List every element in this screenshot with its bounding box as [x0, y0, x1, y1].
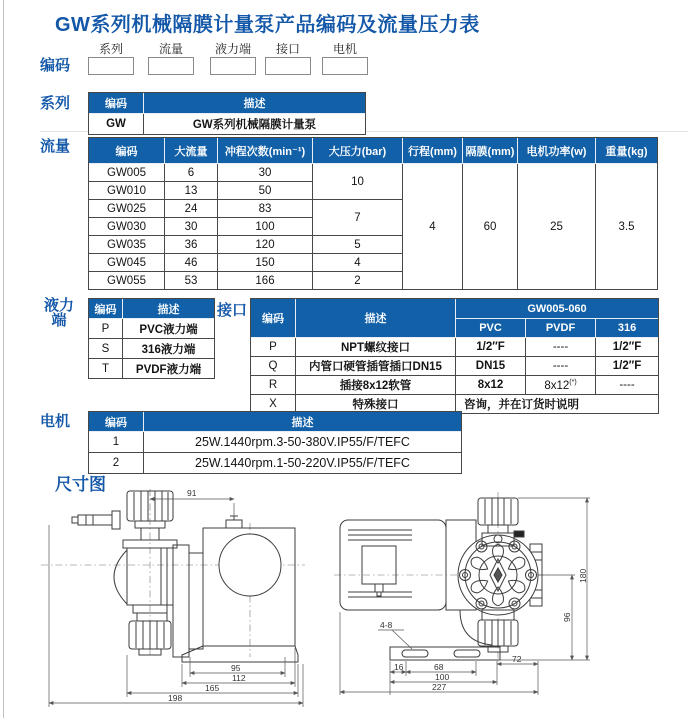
- mounting-slot: [402, 650, 428, 657]
- code-field-interface: [265, 42, 311, 75]
- pump-head-side: [114, 540, 177, 655]
- motor-front: [340, 520, 446, 610]
- cell-weight: 3.5: [596, 164, 658, 290]
- cell-pressure: 5: [313, 236, 403, 254]
- code-field-motor: [322, 42, 368, 75]
- page-title: GW系列机械隔膜计量泵产品编码及流量压力表: [55, 14, 480, 36]
- pump-body-front: [340, 498, 542, 660]
- header-cell: 编码: [89, 299, 123, 319]
- code-field-series: [88, 42, 134, 75]
- table-row: [89, 114, 366, 135]
- base-plate: [390, 647, 500, 660]
- dim-label: 16: [394, 662, 404, 672]
- cell: 2: [89, 453, 144, 474]
- dim-label: 72: [512, 654, 522, 664]
- cell: GW045: [89, 254, 165, 272]
- cell: 100: [218, 218, 313, 236]
- cell: R: [251, 376, 296, 395]
- header-cell: 电机功率(w): [518, 138, 596, 164]
- header-cell: 描述: [296, 299, 456, 338]
- cell: 1/2″F: [596, 338, 659, 357]
- cell: 6: [165, 164, 218, 182]
- cell: 1: [89, 432, 144, 453]
- code-box-flow: [148, 57, 194, 75]
- table-row: [251, 338, 659, 357]
- cell: P: [89, 319, 123, 339]
- discharge-pipe: [72, 511, 120, 529]
- table-row: [251, 376, 659, 395]
- table-row: [89, 339, 215, 359]
- dim-label: 227: [432, 682, 447, 692]
- series-table: [88, 92, 366, 135]
- cell: 46: [165, 254, 218, 272]
- table-row: [89, 164, 658, 182]
- cell: 25W.1440rpm.3-50-380V.IP55/F/TEFC: [144, 432, 462, 453]
- code-field-label: 接口: [275, 42, 300, 56]
- table-header-row: [89, 299, 215, 319]
- cell: DN15: [456, 357, 526, 376]
- section-label-motor: 电机: [40, 413, 71, 430]
- header-cell: 编码: [89, 93, 144, 114]
- cell-pressure: 7: [313, 200, 403, 236]
- holes-label: 4-8: [380, 620, 393, 630]
- cell: T: [89, 359, 123, 379]
- motor-pedestal: [182, 646, 298, 662]
- dim-label: 198: [168, 693, 183, 703]
- dim-label: 95: [231, 663, 241, 673]
- table-row: [89, 453, 462, 474]
- dim-label: 68: [434, 662, 444, 672]
- motor-side: [182, 516, 298, 662]
- section-label-code: 编码: [40, 57, 71, 74]
- pump-body-side: [72, 491, 298, 662]
- header-cell: 编码: [89, 138, 165, 164]
- cell: 316液力端: [123, 339, 215, 359]
- interface-table: [250, 298, 659, 414]
- header-cell: 大压力(bar): [313, 138, 403, 164]
- header-cell-group: GW005-060: [456, 299, 659, 319]
- motor-table: [88, 411, 462, 474]
- cell: NPT螺纹接口: [296, 338, 456, 357]
- cell: 83: [218, 200, 313, 218]
- header-cell: 编码: [89, 412, 144, 432]
- cell: GW010: [89, 182, 165, 200]
- cell: P: [251, 338, 296, 357]
- header-cell: 大流量: [165, 138, 218, 164]
- cell: 53: [165, 272, 218, 290]
- hydraulic-end-table: [88, 298, 215, 379]
- pump-side-view-drawing: [35, 487, 311, 711]
- cell: ----: [596, 376, 659, 395]
- cell: 150: [218, 254, 313, 272]
- dim-label: 91: [187, 488, 197, 498]
- header-cell: 描述: [144, 93, 366, 114]
- code-field-label: 液力端: [214, 42, 251, 56]
- pump-head-front: [458, 535, 538, 615]
- cell: PVC液力端: [123, 319, 215, 339]
- table-header-row: [89, 412, 462, 432]
- cell: GW: [89, 114, 144, 135]
- footnote-marker: (*): [569, 378, 577, 386]
- cell: GW035: [89, 236, 165, 254]
- table-header-row: [89, 138, 658, 164]
- header-cell: 316: [596, 319, 659, 338]
- header-cell: 编码: [251, 299, 296, 338]
- cell: 30: [165, 218, 218, 236]
- code-field-label: 电机: [332, 42, 357, 56]
- code-field-flow: [148, 42, 194, 75]
- header-cell: 描述: [123, 299, 215, 319]
- table-header-row: [89, 93, 366, 114]
- code-field-hydraulic: [210, 42, 256, 75]
- cell: 166: [218, 272, 313, 290]
- page-left-edge: [3, 0, 4, 718]
- cell: GW030: [89, 218, 165, 236]
- code-field-label: 系列: [98, 42, 123, 56]
- pump-front-view-drawing: [332, 492, 644, 706]
- cell-stroke: 4: [403, 164, 463, 290]
- cell: 8x12: [456, 376, 526, 395]
- section-label-dimensions: 尺寸图: [55, 475, 106, 494]
- cell-diaphragm: 60: [463, 164, 518, 290]
- cell: 50: [218, 182, 313, 200]
- header-cell: PVDF: [526, 319, 596, 338]
- header-cell: 冲程次数(min⁻¹): [218, 138, 313, 164]
- cell: ----: [526, 338, 596, 357]
- dim-label: 100: [435, 672, 450, 682]
- cell: 插接8x12软管: [296, 376, 456, 395]
- cell: 1/2″F: [456, 338, 526, 357]
- cell: 1/2″F: [596, 357, 659, 376]
- cell: GW005: [89, 164, 165, 182]
- terminal-box: [362, 546, 396, 584]
- cell: ----: [526, 357, 596, 376]
- table-header-row: [251, 299, 659, 319]
- section-label-interface: 接口: [217, 302, 248, 319]
- cell: PVDF液力端: [123, 359, 215, 379]
- header-cell: 隔膜(mm): [463, 138, 518, 164]
- cell: 13: [165, 182, 218, 200]
- dim-label: 112: [232, 673, 246, 683]
- table-row: [251, 357, 659, 376]
- cell-note: 咨询，并在订货时说明: [456, 395, 659, 414]
- cell-pressure: 10: [313, 164, 403, 200]
- cell: 36: [165, 236, 218, 254]
- cell: 特殊接口: [296, 395, 456, 414]
- cell: X: [251, 395, 296, 414]
- dim-label: 96: [562, 612, 572, 622]
- cell-pressure: 4: [313, 254, 403, 272]
- code-box-hydraulic: [210, 57, 256, 75]
- code-box-series: [88, 57, 134, 75]
- cell: GW025: [89, 200, 165, 218]
- cell: 120: [218, 236, 313, 254]
- code-box-interface: [265, 57, 311, 75]
- section-label-series: 系列: [40, 95, 71, 112]
- header-cell: 描述: [144, 412, 462, 432]
- header-cell: 行程(mm): [403, 138, 463, 164]
- cell-power: 25: [518, 164, 596, 290]
- code-field-label: 流量: [158, 42, 183, 56]
- cell: Q: [251, 357, 296, 376]
- mounting-slot: [454, 650, 480, 657]
- cell: GW系列机械隔膜计量泵: [144, 114, 366, 135]
- section-label-flow: 流量: [40, 138, 71, 155]
- section-label-hydraulic-end: 液力端: [43, 297, 74, 329]
- flow-table: [88, 137, 658, 290]
- table-row: [89, 359, 215, 379]
- cell: 24: [165, 200, 218, 218]
- dim-label: 165: [205, 683, 220, 693]
- table-row: [89, 432, 462, 453]
- header-cell: PVC: [456, 319, 526, 338]
- table-row: [89, 319, 215, 339]
- cell-value: 8x12: [544, 379, 570, 392]
- bottom-valve: [478, 610, 518, 652]
- cell: S: [89, 339, 123, 359]
- cell: 内管口硬管插管插口DN15: [296, 357, 456, 376]
- cell: [526, 376, 596, 395]
- cell: GW055: [89, 272, 165, 290]
- cell: 30: [218, 164, 313, 182]
- cell-pressure: 2: [313, 272, 403, 290]
- code-box-motor: [322, 57, 368, 75]
- dim-label: 180: [578, 568, 588, 583]
- header-cell: 重量(kg): [596, 138, 658, 164]
- cell: 25W.1440rpm.1-50-220V.IP55/F/TEFC: [144, 453, 462, 474]
- dimension-lines: [49, 499, 303, 707]
